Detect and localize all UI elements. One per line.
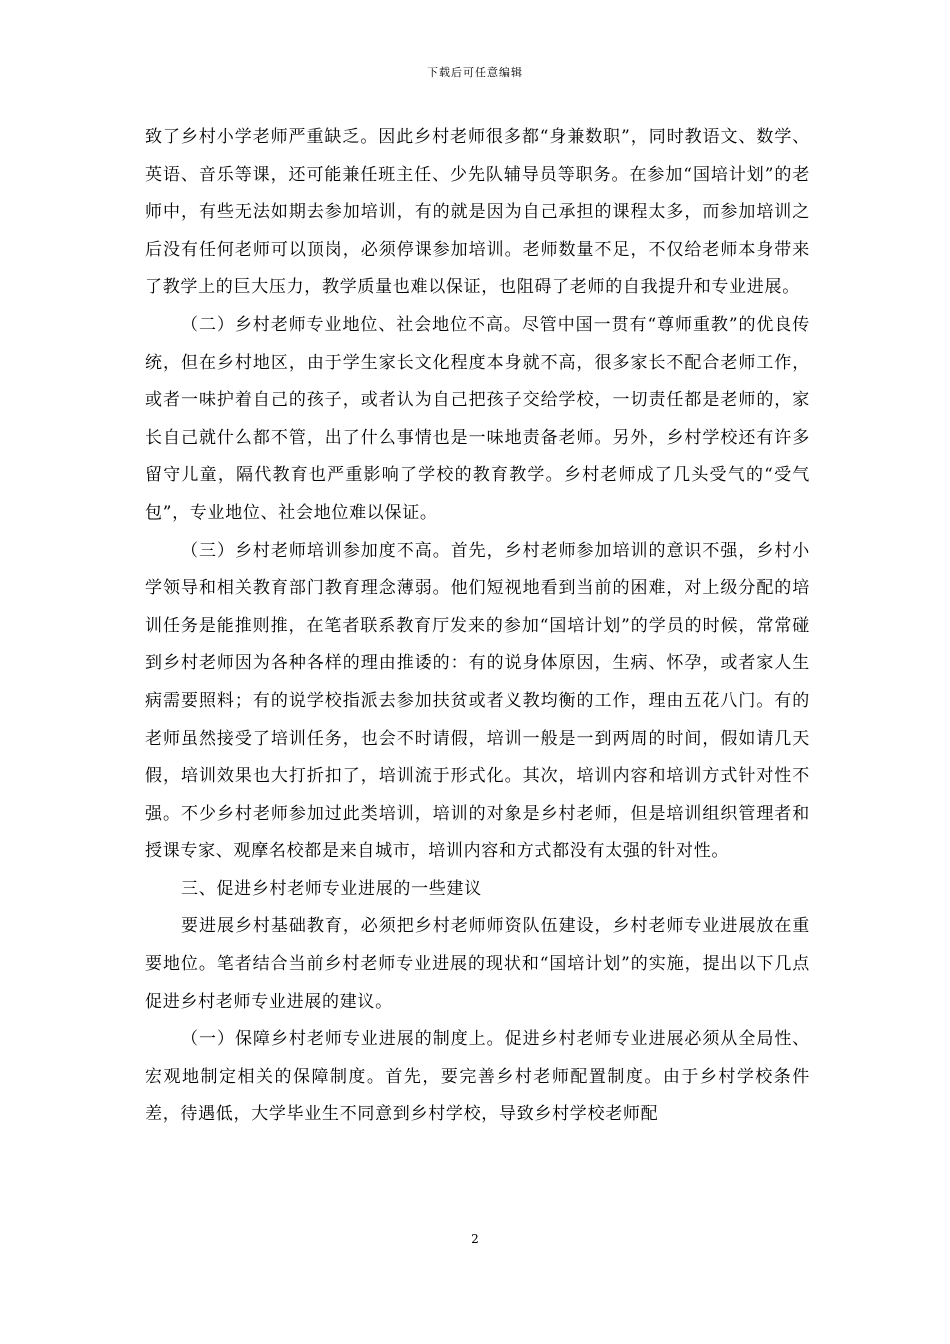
page-header: 下载后可任意编辑 <box>427 66 523 79</box>
paragraph-training-participation: （三）乡村老师培训参加度不高。首先，乡村老师参加培训的意识不强，乡村小学领导和相关教育部门教育理念薄弱。他们短视地看到当前的困难，对上级分配的培训任务是能推则推，在笔者联系教育厅发来的参加“国培计划”的学员的时候，常常碰到乡村老师因为各种各样的理由推诿的：有的说身体原因，生病、怀孕，或者家人生病需要照料；有的说学校指派去参加扶贫或者义教均衡的工作，理由五花八门。有的老师虽然接受了培训任务，也会不时请假，培训一般是一到两周的时间，假如请几天假，培训效果也大打折扣了，培训流于形式化。其次，培训内容和培训方式针对性不强。不少乡村老师参加过此类培训，培训的对象是乡村老师，但是培训组织管理者和授课专家、观摩名校都是来自城市，培训内容和方式都没有太强的针对性。 <box>145 540 810 862</box>
page-number: 2 <box>471 1232 479 1246</box>
section-heading-suggestions: 三、促进乡村老师专业进展的一些建议 <box>181 878 482 899</box>
paragraph-institutional-guarantee: （一）保障乡村老师专业进展的制度上。促进乡村老师专业进展必须从全局性、宏观地制定相关的保障制度。首先，要完善乡村老师配置制度。由于乡村学校条件差，待遇低，大学毕业生不同意到乡村学校，导致乡村学校老师配 <box>145 1029 810 1125</box>
paragraph-suggestions-intro: 要进展乡村基础教育，必须把乡村老师师资队伍建设，乡村老师专业进展放在重要地位。笔者结合当前乡村老师专业进展的现状和“国培计划”的实施，提出以下几点促进乡村老师专业进展的建议。 <box>145 916 810 1012</box>
document-body <box>145 119 810 1134</box>
paragraph-professional-status: （二）乡村老师专业地位、社会地位不高。尽管中国一贯有“尊师重教”的优良传统，但在乡村地区，由于学生家长文化程度本身就不高，很多家长不配合老师工作，或者一味护着自己的孩子，或者认为自己把孩子交给学校，一切责任都是老师的，家长自己就什么都不管，出了什么事情也是一味地责备老师。另外，乡村学校还有许多留守儿童，隔代教育也严重影响了学校的教育教学。乡村老师成了几头受气的“受气包”，专业地位、社会地位难以保证。 <box>145 314 810 523</box>
paragraph-continuation: 致了乡村小学老师严重缺乏。因此乡村老师很多都“身兼数职”，同时教语文、数学、英语、音乐等课，还可能兼任班主任、少先队辅导员等职务。在参加“国培计划”的老师中，有些无法如期去参加培训，有的就是因为自己承担的课程太多，而参加培训之后没有任何老师可以顶岗，必须停课参加培训。老师数量不足，不仅给老师本身带来了教学上的巨大压力，教学质量也难以保证，也阻碍了老师的自我提升和专业进展。 <box>145 127 810 298</box>
